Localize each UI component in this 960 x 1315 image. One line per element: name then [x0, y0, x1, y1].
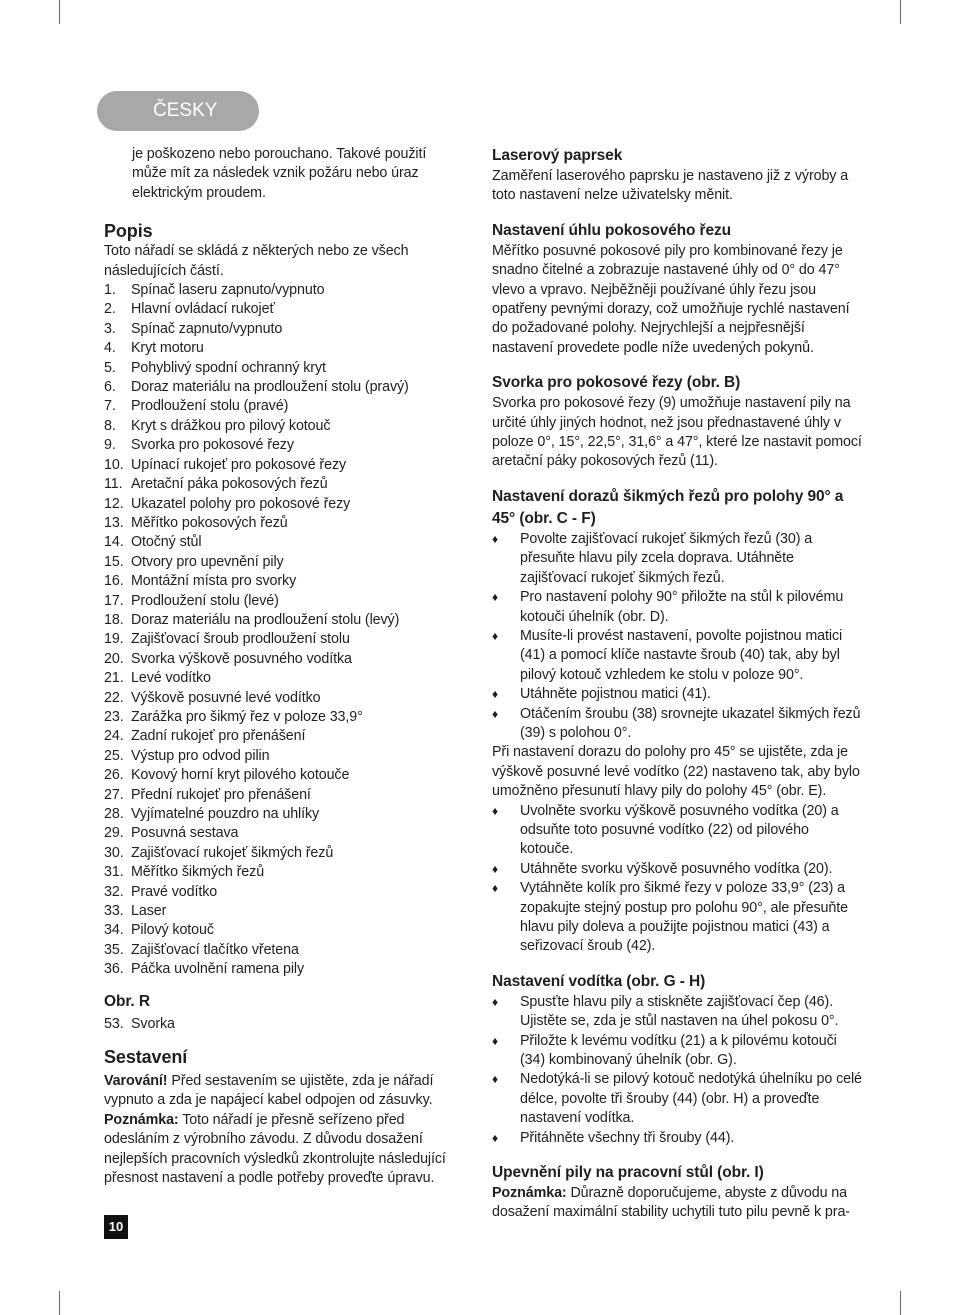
bullet-item — [492, 993, 864, 1032]
item-number: 1. — [104, 282, 116, 299]
list-item — [104, 611, 460, 630]
item-text: Měřítko pokosových řezů — [131, 514, 288, 531]
item-number: 53. — [104, 1015, 124, 1032]
laser-heading: Laserový paprsek — [492, 147, 623, 164]
diamond-bullet-icon: ♦ — [492, 706, 499, 721]
item-text: Otvory pro upevnění pily — [131, 553, 284, 570]
list-item — [104, 495, 460, 514]
list-item — [104, 417, 460, 436]
item-number: 8. — [104, 417, 116, 434]
clamp-heading: Svorka pro pokosové řezy (obr. B) — [492, 374, 741, 392]
bullet-text: Spusťte hlavu pily a stiskněte zajišťovací čep (46). Ujistěte se, zda je stůl nastaven na úhel pokosu 0°. — [520, 993, 839, 1030]
left-column — [104, 145, 460, 1189]
diamond-bullet-icon: ♦ — [492, 531, 499, 546]
right-column — [492, 145, 864, 1223]
item-text: Pravé vodítko — [131, 883, 218, 900]
bullet-text: Utáhněte svorku výškově posuvného vodítka (20). — [520, 860, 833, 877]
mount-label: Poznámka: — [492, 1185, 567, 1202]
list-item — [104, 572, 460, 591]
diamond-bullet-icon: ♦ — [492, 861, 499, 876]
list-item — [104, 514, 460, 533]
popis-text: Toto nářadí se skládá z některých nebo ze všech následujících částí. — [104, 243, 409, 279]
item-text: Spínač zapnuto/vypnuto — [131, 320, 283, 337]
list-item — [104, 786, 460, 805]
item-text: Spínač laseru zapnuto/vypnuto — [131, 282, 325, 299]
item-number: 2. — [104, 301, 116, 318]
list-item — [104, 436, 460, 455]
item-number: 20. — [104, 650, 124, 667]
list-item — [104, 883, 460, 902]
item-number: 25. — [104, 747, 124, 764]
mount-text: Důrazně doporučujeme, abyste z důvodu na dosažení maximální stability uchytili tuto pilu pevně k pra- — [492, 1185, 850, 1221]
item-text: Zajišťovací rukojeť šikmých řezů — [131, 844, 334, 861]
bullet-text: Musíte-li provést nastavení, povolte pojistnou matici (41) a pomocí klíče nastavte šroub (40) tak, aby byl pilový kotouč vzhledem ke stolu v poloze 90°. — [520, 627, 843, 683]
item-text: Prodloužení stolu (pravé) — [131, 398, 289, 415]
item-number: 34. — [104, 922, 124, 939]
item-text: Zajišťovací šroub prodloužení stolu — [131, 631, 350, 648]
miter-heading: Nastavení úhlu pokosového řezu — [492, 221, 732, 239]
item-text: Měřítko šikmých řezů — [131, 864, 265, 881]
obr-r-heading: Obr. R — [104, 992, 150, 1010]
item-text: Doraz materiálu na prodloužení stolu (pravý) — [131, 379, 409, 396]
list-item — [104, 824, 460, 843]
item-text: Posuvná sestava — [131, 825, 239, 842]
bullet-text: Přiložte k levému vodítku (21) a k pilovému kotouči (34) kombinovaný úhelník (obr. G). — [520, 1032, 837, 1069]
crop-mark — [59, 1291, 60, 1315]
bullet-item — [492, 879, 864, 957]
item-text: Kryt motoru — [131, 340, 204, 357]
clamp-text: Svorka pro pokosové řezy (9) umožňuje nastavení pily na určité úhly jiných hodnot, než jsou přednastavené úhly v poloze 0°, 15°, 22,5°, 31,6° a 47°, které lze nastavit pomocí aretační páky pokosových řezů (11). — [492, 395, 862, 470]
mount-paragraph — [492, 1184, 864, 1223]
item-text: Výškově posuvné levé vodítko — [131, 689, 321, 706]
language-tab: ČESKY — [97, 91, 259, 131]
list-item — [104, 475, 460, 494]
list-item — [104, 456, 460, 475]
item-number: 35. — [104, 941, 124, 958]
item-number: 23. — [104, 708, 124, 725]
bullet-text: Uvolněte svorku výškově posuvného vodítka (20) a odsuňte toto posuvné vodítko (22) od pilového kotouče. — [520, 802, 839, 858]
bullet-item — [492, 588, 864, 627]
item-text: Zarážka pro šikmý řez v poloze 33,9° — [131, 708, 363, 725]
item-number: 30. — [104, 844, 124, 861]
diamond-bullet-icon: ♦ — [492, 628, 499, 643]
list-item — [104, 941, 460, 960]
item-text: Kovový horní kryt pilového kotouče — [131, 767, 350, 784]
item-number: 17. — [104, 592, 124, 609]
item-number: 16. — [104, 573, 124, 590]
bullet-text: Přitáhněte všechny tři šrouby (44). — [520, 1129, 735, 1146]
list-item — [104, 630, 460, 649]
list-item — [104, 553, 460, 572]
item-number: 18. — [104, 611, 124, 628]
sestaveni-heading: Sestavení — [104, 1047, 188, 1068]
item-number: 10. — [104, 456, 124, 473]
item-text: Hlavní ovládací rukojeť — [131, 301, 275, 318]
bevel-steps-45 — [492, 802, 864, 957]
bullet-item — [492, 1129, 864, 1148]
list-item — [104, 592, 460, 611]
item-text: Upínací rukojeť pro pokosové řezy — [131, 456, 347, 473]
item-number: 21. — [104, 670, 124, 687]
item-text: Otočný stůl — [131, 534, 202, 551]
note-text: Toto nářadí je přesně seřízeno před odesláním z výrobního závodu. Z důvodu dosažení nejlepších pracovních výsledků zkontrolujte následující přesnost nastavení a podle potřeby proveďte úpravu. — [104, 1111, 446, 1187]
list-item — [104, 650, 460, 669]
item-number: 22. — [104, 689, 124, 706]
bullet-text: Utáhněte pojistnou matici (41). — [520, 686, 711, 703]
list-item — [104, 533, 460, 552]
item-text: Zadní rukojeť pro přenášení — [131, 728, 306, 745]
list-item — [104, 844, 460, 863]
diamond-bullet-icon: ♦ — [492, 1130, 499, 1145]
diamond-bullet-icon: ♦ — [492, 994, 499, 1009]
list-item — [104, 1015, 460, 1034]
item-text: Laser — [131, 903, 167, 920]
crop-mark — [59, 0, 60, 24]
item-number: 3. — [104, 320, 116, 337]
item-number: 32. — [104, 883, 124, 900]
bullet-item — [492, 860, 864, 879]
diamond-bullet-icon: ♦ — [492, 590, 499, 605]
fence-steps — [492, 993, 864, 1148]
bullet-item — [492, 685, 864, 704]
bullet-text: Pro nastavení polohy 90° přiložte na stůl k pilovému kotouči úhelník (obr. D). — [520, 589, 844, 625]
item-text: Vyjímatelné pouzdro na uhlíky — [131, 806, 320, 822]
bevel-heading: Nastavení dorazů šikmých řezů pro polohy 90° a 45° (obr. C - F) — [492, 487, 844, 527]
list-item — [104, 921, 460, 940]
page-number: 10 — [104, 1215, 128, 1239]
item-text: Prodloužení stolu (levé) — [131, 592, 279, 609]
list-item — [104, 747, 460, 766]
item-number: 9. — [104, 437, 116, 454]
item-number: 24. — [104, 728, 124, 745]
item-text: Přední rukojeť pro přenášení — [131, 786, 311, 803]
bullet-item — [492, 1070, 864, 1128]
item-number: 6. — [104, 379, 116, 396]
item-number: 11. — [104, 476, 123, 493]
bevel-text: Při nastavení dorazu do polohy pro 45° se ujistěte, zda je výškově posuvné levé vodítko (22) nastaveno tak, aby bylo umožněno přesunutí hlavy pily do polohy 45° (obr. E). — [492, 744, 860, 800]
bullet-text: Vytáhněte kolík pro šikmé řezy v poloze 33,9° (23) a zopakujte stejný postup pro polohu 90°, ale přesuňte hlavu pily doleva a použijte pojistnou matici (43) a seřizovací šroub (42). — [520, 880, 848, 955]
item-number: 4. — [104, 340, 116, 357]
bevel-steps — [492, 530, 864, 743]
item-text: Kryt s drážkou pro pilový kotouč — [131, 417, 331, 434]
parts-list — [104, 281, 460, 980]
item-number: 29. — [104, 825, 124, 842]
list-item — [104, 708, 460, 727]
item-text: Páčka uvolnění ramena pily — [131, 961, 305, 978]
item-text: Montážní místa pro svorky — [131, 573, 297, 590]
diamond-bullet-icon: ♦ — [492, 1072, 499, 1087]
obr-r-list — [104, 1015, 460, 1034]
miter-text: Měřítko posuvné pokosové pily pro kombinované řezy je snadno čitelné a zobrazuje nastavené úhly od 0° do 47° vlevo a vpravo. Nejběžněji používané úhly řezu jsou opatřeny pevnými dorazy, což umožňuje rychlé nastavení do požadované polohy. Nejrychlejší a nejpřesnější nastavení provedete podle níže uvedených pokynů. — [492, 242, 850, 356]
item-text: Svorka — [131, 1015, 175, 1032]
note-paragraph — [104, 1111, 460, 1189]
item-text: Levé vodítko — [131, 670, 211, 687]
note-label: Poznámka: — [104, 1111, 179, 1128]
list-item — [104, 805, 460, 824]
bullet-item — [492, 627, 864, 685]
bullet-item — [492, 705, 864, 744]
item-text: Výstup pro odvod pilin — [131, 747, 270, 764]
warning-text: Před sestavením se ujistěte, zda je nářadí vypnuto a zda je napájecí kabel odpojen od zásuvky. — [104, 1073, 434, 1109]
item-text: Doraz materiálu na prodloužení stolu (levý) — [131, 611, 400, 628]
list-item — [104, 669, 460, 688]
diamond-bullet-icon: ♦ — [492, 687, 499, 702]
list-item — [104, 863, 460, 882]
crop-mark — [900, 0, 901, 24]
warning-label: Varování! — [104, 1073, 168, 1090]
item-text: Svorka výškově posuvného vodítka — [131, 650, 352, 667]
list-item — [104, 300, 460, 319]
list-item — [104, 359, 460, 378]
bullet-item — [492, 530, 864, 588]
list-item — [104, 339, 460, 358]
item-text: Zajišťovací tlačítko vřetena — [131, 941, 299, 958]
fence-heading: Nastavení vodítka (obr. G - H) — [492, 972, 706, 990]
bullet-item — [492, 802, 864, 860]
item-number: 14. — [104, 534, 124, 551]
list-item — [104, 320, 460, 339]
item-number: 15. — [104, 553, 124, 570]
bullet-text: Nedotýká-li se pilový kotouč nedotýká úhelníku po celé délce, povolte tři šrouby (44) (obr. H) a proveďte nastavení vodítka. — [520, 1071, 862, 1127]
safety-intro: je poškozeno nebo porouchano. Takové použití může mít za následek vznik požáru nebo úraz elektrickým proudem. — [132, 146, 427, 201]
item-text: Pilový kotouč — [131, 922, 214, 939]
item-number: 31. — [104, 864, 124, 881]
crop-mark — [900, 1291, 901, 1315]
item-number: 7. — [104, 398, 116, 415]
mount-heading: Upevnění pily na pracovní stůl (obr. I) — [492, 1164, 764, 1182]
warning-paragraph — [104, 1072, 460, 1111]
popis-heading: Popis — [104, 221, 153, 242]
diamond-bullet-icon: ♦ — [492, 1033, 499, 1048]
bullet-text: Otáčením šroubu (38) srovnejte ukazatel šikmých řezů (39) s polohou 0°. — [520, 705, 861, 741]
item-number: 26. — [104, 767, 124, 784]
item-number: 19. — [104, 631, 124, 648]
diamond-bullet-icon: ♦ — [492, 803, 499, 818]
list-item — [104, 902, 460, 921]
list-item — [104, 397, 460, 416]
item-text: Aretační páka pokosových řezů — [131, 476, 328, 493]
item-number: 5. — [104, 359, 116, 376]
list-item — [104, 727, 460, 746]
item-number: 13. — [104, 514, 124, 531]
list-item — [104, 960, 460, 979]
item-text: Ukazatel polohy pro pokosové řezy — [131, 495, 351, 512]
bullet-item — [492, 1032, 864, 1071]
item-number: 28. — [104, 806, 124, 822]
list-item — [104, 766, 460, 785]
laser-text: Zaměření laserového paprsku je nastaveno již z výroby a toto nastavení nelze uživatelsky měnit. — [492, 168, 849, 204]
item-number: 27. — [104, 786, 124, 803]
item-number: 12. — [104, 495, 124, 512]
item-number: 36. — [104, 961, 124, 978]
item-number: 33. — [104, 903, 124, 920]
item-text: Svorka pro pokosové řezy — [131, 437, 294, 454]
item-text: Pohyblivý spodní ochranný kryt — [131, 359, 326, 376]
bullet-text: Povolte zajišťovací rukojeť šikmých řezů (30) a přesuňte hlavu pily zcela doprava. Utáhněte zajišťovací rukojeť šikmých řezů. — [520, 530, 813, 586]
list-item — [104, 281, 460, 300]
list-item — [104, 689, 460, 708]
list-item — [104, 378, 460, 397]
diamond-bullet-icon: ♦ — [492, 881, 499, 896]
